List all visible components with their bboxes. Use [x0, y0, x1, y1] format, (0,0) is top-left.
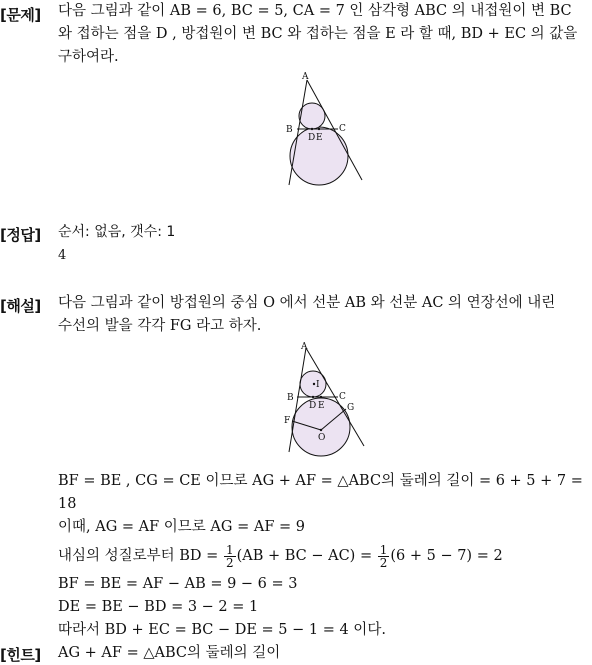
label-g: G: [347, 403, 355, 413]
fraction-denominator: 2: [225, 555, 234, 570]
point-e: [318, 128, 320, 130]
problem-line-2: 와 접하는 점을 D , 방접원이 변 BC 와 접하는 점을 E 라 할 때, BD + EC 의 값을: [58, 26, 578, 42]
label-a: A: [301, 342, 308, 352]
fraction-half-2: [378, 544, 390, 569]
eq3-mid: (AB + BC − AC) =: [236, 548, 373, 564]
solution-eq-5: DE = BE − BD = 3 − 2 = 1: [58, 599, 259, 615]
solution-eq-3: [58, 539, 590, 573]
answer-meta: 순서: 없음, 갯수: 1: [58, 224, 176, 240]
eq3-post: (6 + 5 − 7) = 2: [390, 548, 503, 564]
solution-line-1: 다음 그림과 같이 방접원의 중심 O 에서 선분 AB 와 선분 AC 의 연장선에 내린: [58, 295, 556, 311]
label-d: D: [309, 401, 317, 411]
solution-tag: [해설]: [0, 297, 41, 315]
eq3-pre: 내심의 성질로부터 BD =: [58, 548, 219, 564]
label-d: D: [308, 133, 316, 143]
fraction-numerator: 1: [225, 542, 234, 557]
problem-tag: [문제]: [0, 6, 41, 24]
solution-figure: [278, 342, 373, 460]
problem-line-1: 다음 그림과 같이 AB = 6, BC = 5, CA = 7 인 삼각형 ABC 의 내접원이 변 BC: [58, 3, 572, 19]
label-b: B: [286, 125, 293, 135]
label-e: E: [316, 133, 323, 143]
label-o: O: [318, 433, 326, 443]
solution-line-2: 수선의 발을 각각 FG 라고 하자.: [58, 318, 262, 334]
answer-body: [58, 221, 590, 267]
point-d: [311, 128, 313, 130]
point-d: [312, 396, 314, 398]
solution-eq-4: BF = BE = AF − AB = 9 − 6 = 3: [58, 576, 298, 592]
problem-text: [58, 0, 590, 69]
problem-line-3: 구하여라.: [58, 49, 119, 65]
label-e: E: [318, 401, 325, 411]
label-a: A: [302, 72, 309, 82]
fraction-denominator-2: 2: [379, 555, 388, 570]
incircle: [299, 103, 325, 129]
solution-eq-1: BF = BE , CG = CE 이므로 AG + AF = △ABC의 둘레의 길이 = 6 + 5 + 7 = 18: [58, 473, 583, 512]
fraction-numerator-2: 1: [379, 542, 388, 557]
problem-figure: [280, 70, 370, 195]
solution-eq-2: 이때, AG = AF 이므로 AG = AF = 9: [58, 519, 305, 535]
hint-tag: [힌트]: [0, 646, 41, 664]
solution-equations: [58, 470, 590, 642]
label-f: F: [284, 416, 291, 426]
answer-tag: [정답]: [0, 226, 41, 244]
answer-value: 4: [58, 248, 67, 263]
hint-text: AG + AF = △ABC의 둘레의 길이: [58, 645, 281, 661]
label-i: I: [316, 380, 320, 390]
solution-intro: [58, 292, 590, 338]
point-e: [320, 396, 322, 398]
label-c: C: [339, 124, 346, 134]
fraction-half: [224, 544, 236, 569]
label-b: B: [287, 393, 294, 403]
point-i: [313, 383, 315, 385]
solution-eq-6: 따라서 BD + EC = BC − DE = 5 − 1 = 4 이다.: [58, 622, 386, 638]
label-c: C: [339, 392, 346, 402]
point-o: [320, 429, 322, 431]
